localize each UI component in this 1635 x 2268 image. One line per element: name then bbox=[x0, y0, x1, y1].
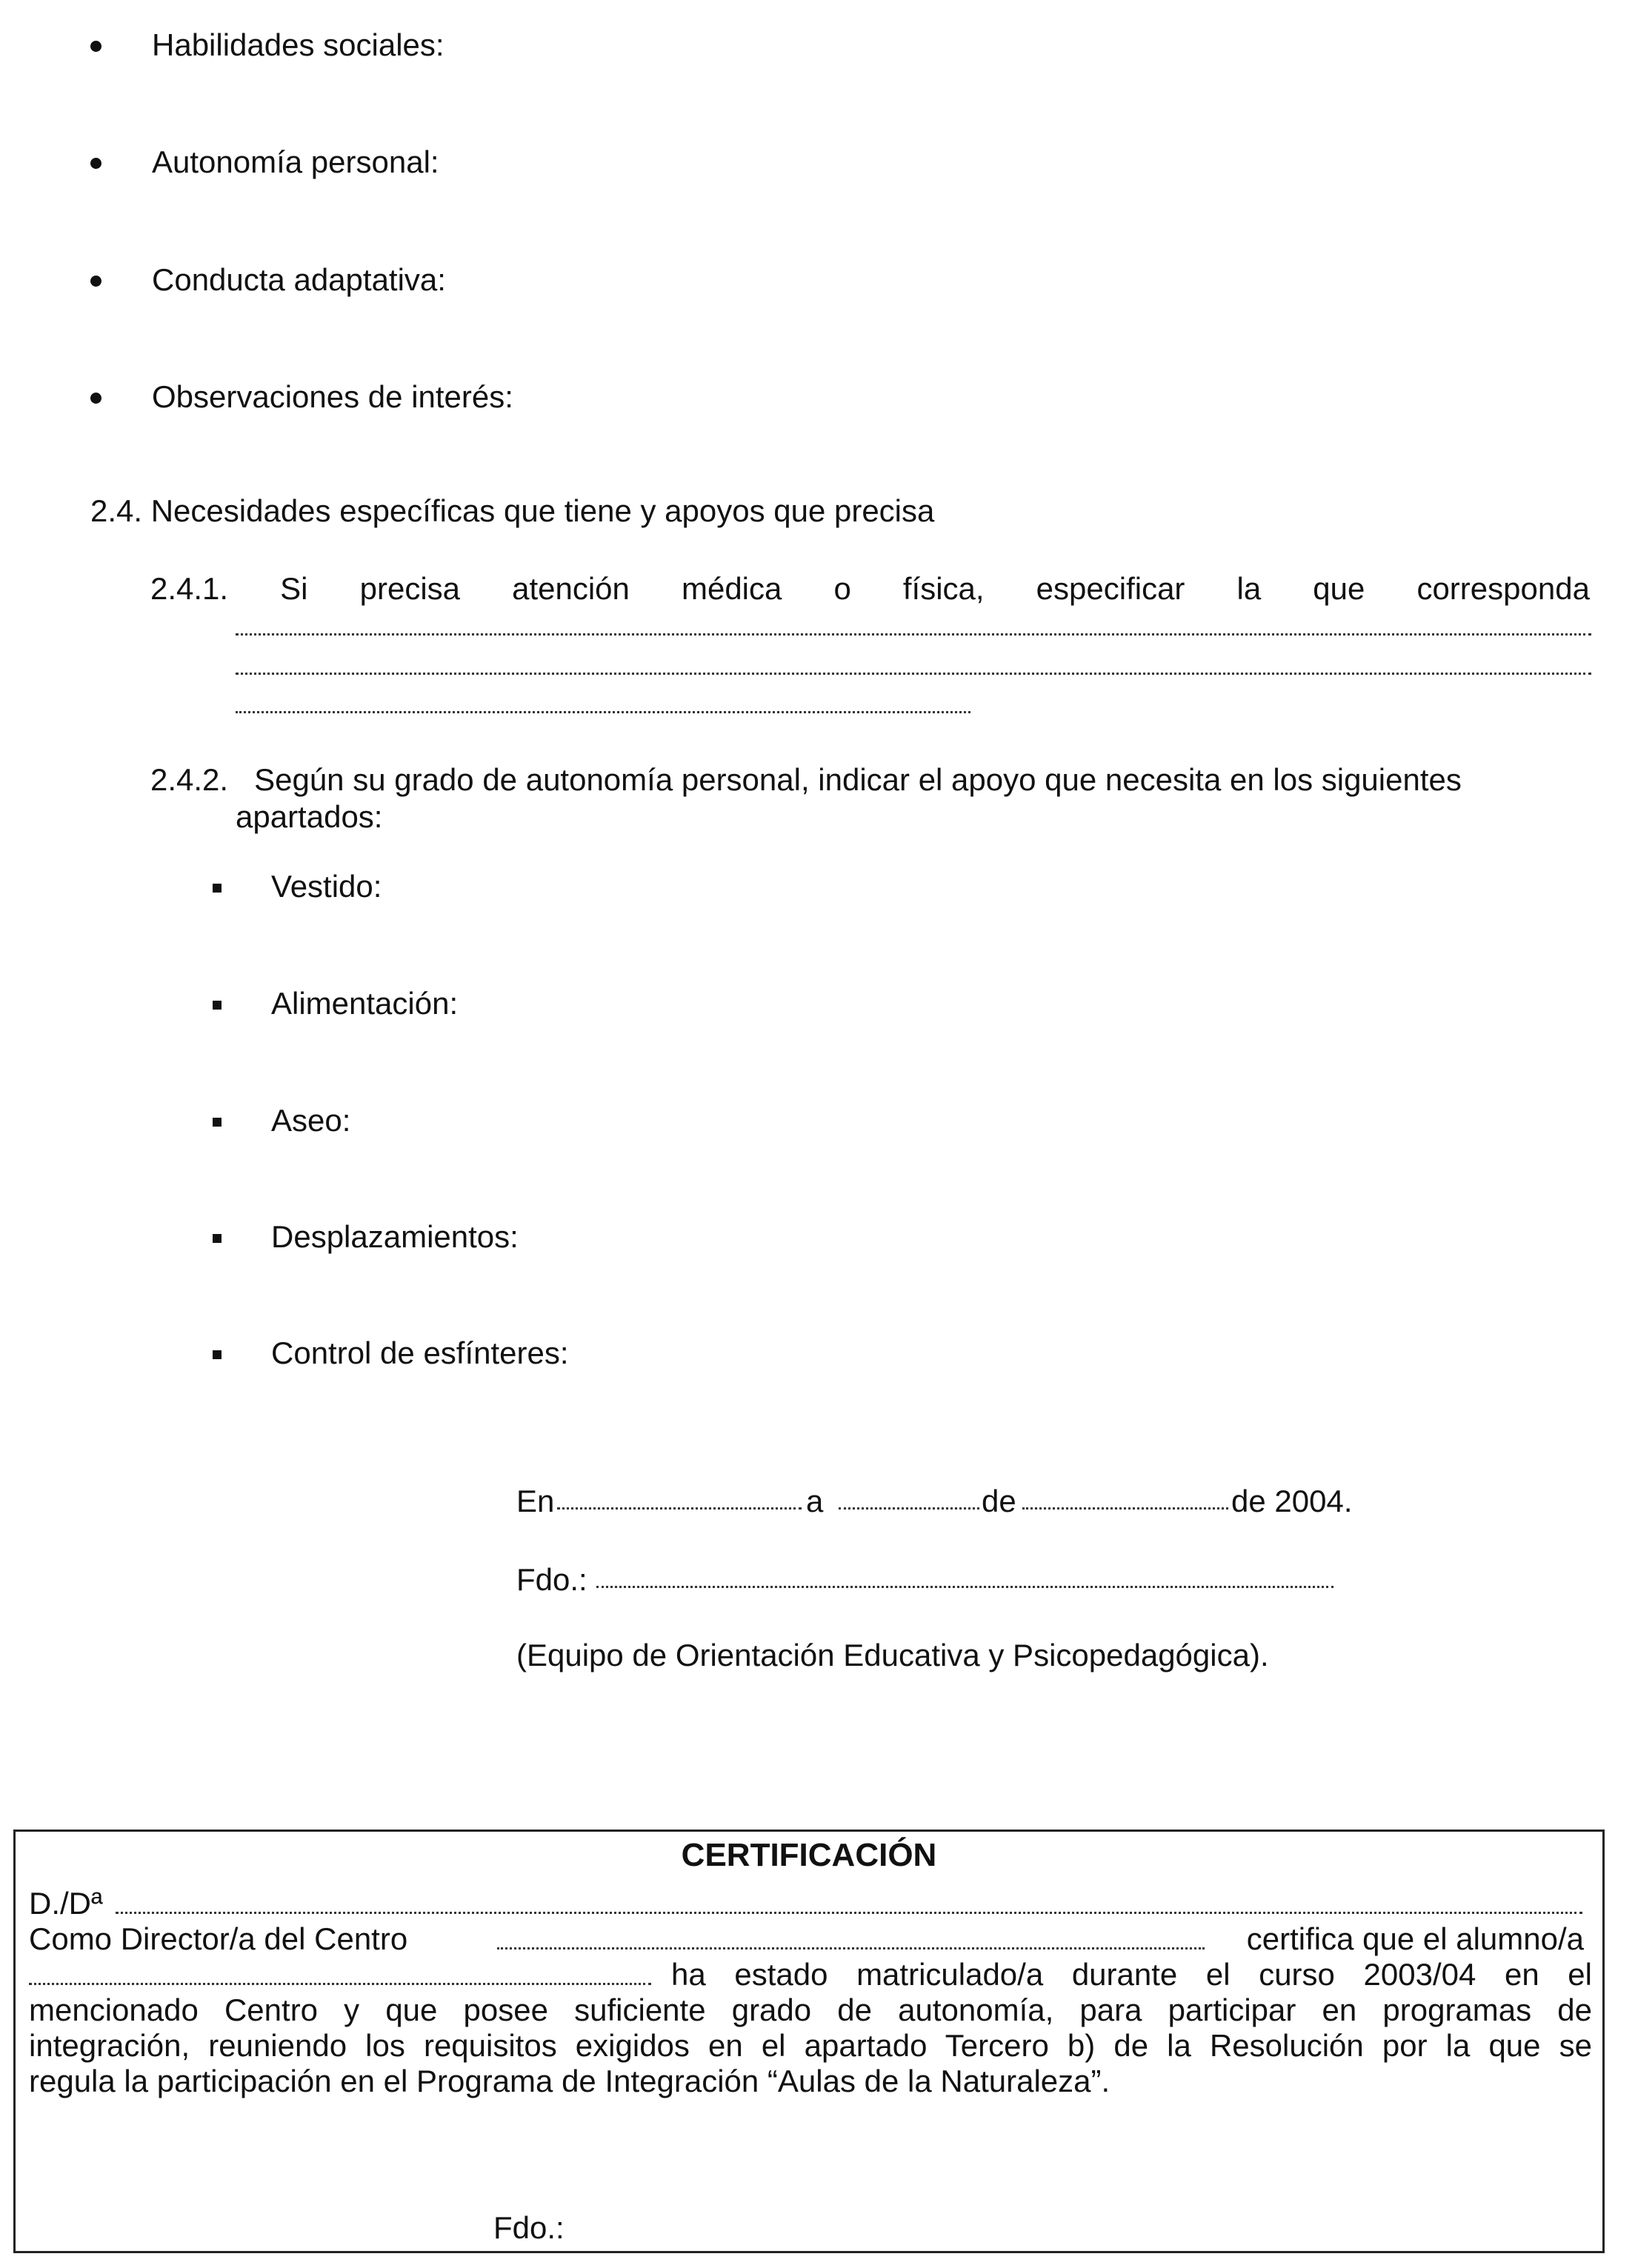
cert-line3: ha estado matriculado/a durante el curso 2003/04 en el bbox=[671, 1957, 1592, 1992]
bullet-item-autonomia: Autonomía personal: bbox=[152, 144, 439, 179]
bullet-item-habilidades: Habilidades sociales: bbox=[152, 27, 444, 62]
fill-line-2 bbox=[236, 673, 1591, 675]
square-bullet-icon bbox=[213, 1234, 222, 1243]
cert-director-prefix: Como Director/a del Centro bbox=[29, 1921, 408, 1956]
square-bullet-icon bbox=[213, 884, 222, 893]
dd-label: D./Dª bbox=[29, 1886, 103, 1921]
cert-sign-label: Fdo.: bbox=[493, 2210, 565, 2245]
square-bullet-icon bbox=[213, 1001, 222, 1010]
bullet-item-observaciones: Observaciones de interés: bbox=[152, 379, 513, 414]
word: Si bbox=[280, 571, 308, 606]
section-heading-2-4: 2.4. Necesidades específicas que tiene y apoyos que precisa bbox=[90, 493, 935, 528]
fill-line-3 bbox=[236, 711, 970, 713]
certification-box bbox=[13, 1830, 1605, 2253]
word: o bbox=[833, 571, 851, 606]
day-field[interactable] bbox=[839, 1507, 979, 1510]
certification-title: CERTIFICACIÓN bbox=[681, 1837, 937, 1873]
cert-director-suffix: certifica que el alumno/a bbox=[1246, 1921, 1584, 1956]
month-field[interactable] bbox=[1022, 1507, 1228, 1510]
square-bullet-icon bbox=[213, 1350, 222, 1359]
word: la bbox=[1236, 571, 1262, 606]
place-field[interactable] bbox=[557, 1507, 802, 1510]
word: 2.4.1. bbox=[150, 571, 229, 606]
word: especificar bbox=[1036, 571, 1185, 606]
bullet-icon bbox=[90, 158, 101, 169]
cert-dd-label bbox=[29, 1885, 103, 1922]
sign-field[interactable] bbox=[596, 1586, 1333, 1588]
day-label: a bbox=[806, 1484, 824, 1518]
square-bullet-icon bbox=[213, 1118, 222, 1127]
cert-line6: regula la participación en el Programa de Integración “Aulas de la Naturaleza”. bbox=[29, 2064, 1110, 2098]
team-label: (Equipo de Orientación Educativa y Psicopedagógica). bbox=[516, 1638, 1269, 1672]
word: corresponda bbox=[1416, 571, 1590, 606]
word: médica bbox=[681, 571, 782, 606]
cert-line4: mencionado Centro y que posee suficiente grado de autonomía, para participar en programas de bbox=[29, 1992, 1592, 2027]
item-2-4-2-line2: apartados: bbox=[236, 799, 383, 834]
item-2-4-2-line1: 2.4.2. Según su grado de autonomía personal, indicar el apoyo que necesita en los siguientes bbox=[150, 762, 1462, 797]
word: atención bbox=[512, 571, 630, 606]
sub-item-aseo: Aseo: bbox=[271, 1103, 351, 1138]
sign-label: Fdo.: bbox=[516, 1562, 587, 1597]
bullet-icon bbox=[90, 41, 101, 52]
word: física, bbox=[902, 571, 985, 606]
sub-item-vestido: Vestido: bbox=[271, 869, 382, 904]
sub-item-alimentacion: Alimentación: bbox=[271, 986, 459, 1021]
year-label: de 2004. bbox=[1231, 1484, 1353, 1518]
month-label: de bbox=[982, 1484, 1016, 1518]
item-2-4-1-line bbox=[150, 570, 1590, 607]
place-label: En bbox=[516, 1484, 555, 1518]
word: que bbox=[1313, 571, 1365, 606]
dd-field[interactable] bbox=[116, 1912, 1582, 1914]
bullet-icon bbox=[90, 276, 101, 287]
bullet-item-conducta: Conducta adaptativa: bbox=[152, 262, 446, 297]
centro-field[interactable] bbox=[497, 1947, 1205, 1950]
sub-item-control-esfinteres: Control de esfínteres: bbox=[271, 1335, 569, 1370]
cert-line5: integración, reuniendo los requisitos exigidos en el apartado Tercero b) de la Resolución por la que se bbox=[29, 2028, 1592, 2063]
sub-item-desplazamientos: Desplazamientos: bbox=[271, 1219, 519, 1254]
word: precisa bbox=[359, 571, 461, 606]
bullet-icon bbox=[90, 393, 101, 404]
fill-line-1 bbox=[236, 633, 1591, 636]
alumno-field[interactable] bbox=[29, 1983, 651, 1985]
